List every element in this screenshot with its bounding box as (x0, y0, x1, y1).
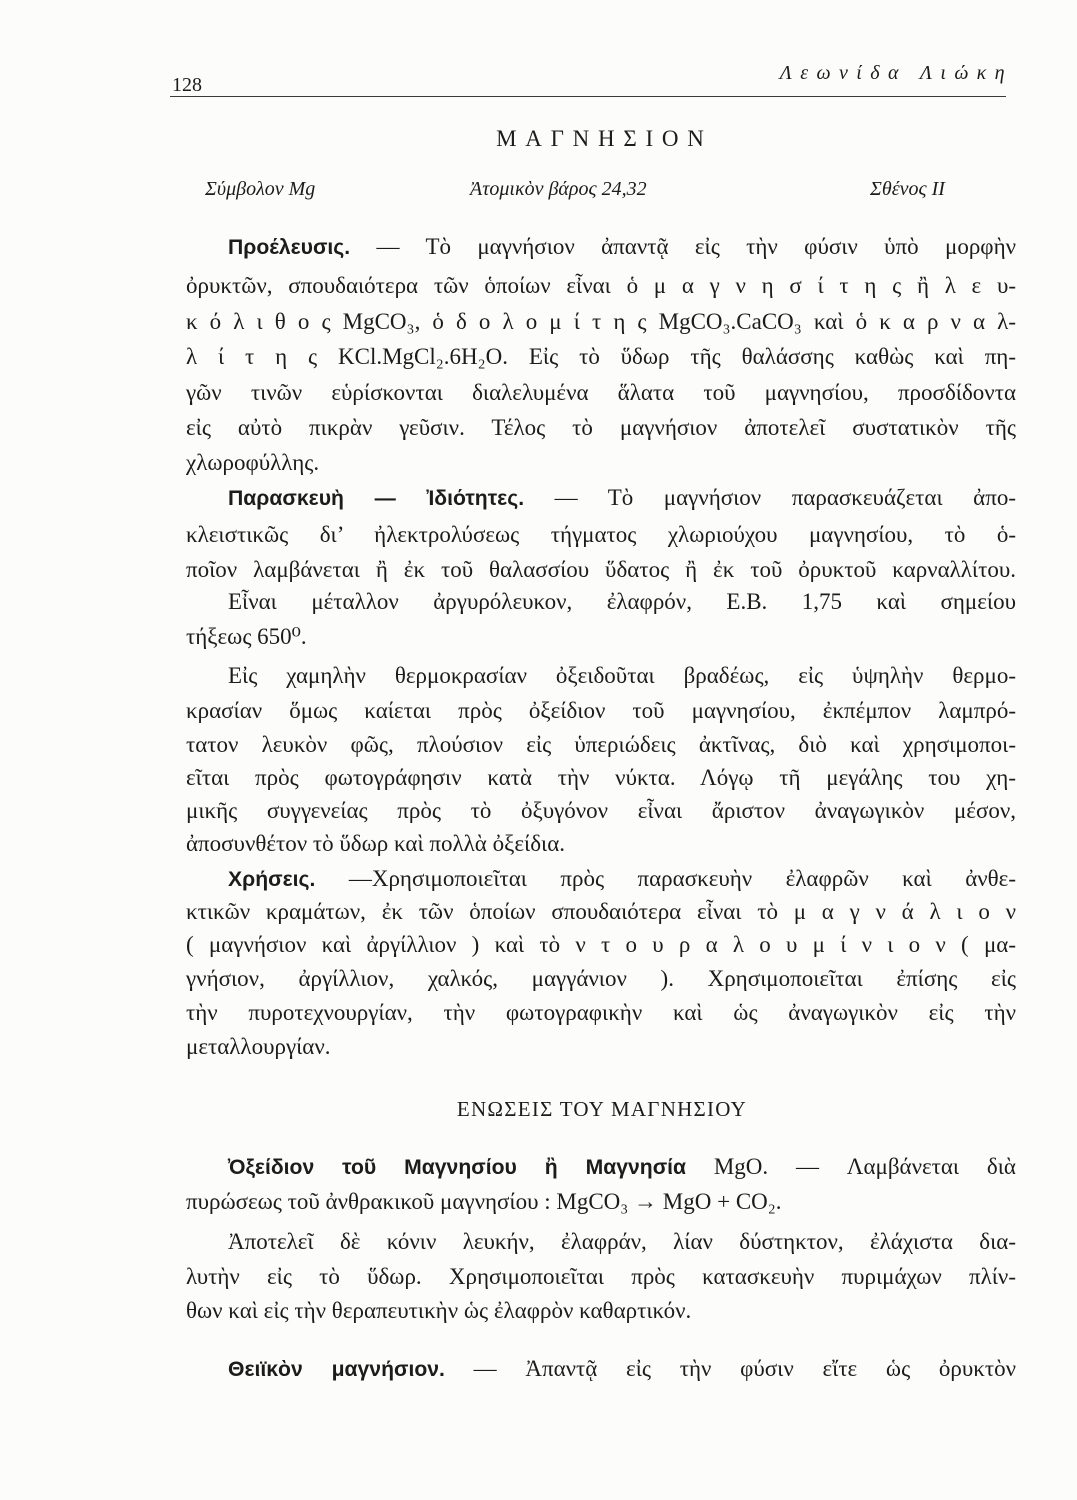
line-text: —Χρησιμοποιεῖται πρὸς παρασκευὴν ἐλαφρῶν καὶ ἀνθε- (348, 866, 1016, 891)
text-line: κρασίαν ὅμως καίεται πρὸς ὀξείδιον τοῦ μαγνησίου, ἐκπέμπον λαμπρό- (186, 698, 1016, 723)
text-line: χλωροφύλλης. (186, 450, 320, 475)
line-text: MgO. — Λαμβάνεται διὰ (713, 1154, 1016, 1179)
text-line (186, 1352, 1016, 1387)
valence-label: Σθένος II (870, 178, 945, 200)
run-in-heading: Ὀξείδιον τοῦ Μαγνησίου ἢ Μαγνησία (228, 1156, 687, 1179)
text-line: ποῖον λαμβάνεται ἢ ἐκ τοῦ θαλασσίου ὕδατος ἢ ἐκ τοῦ ὀρυκτοῦ καρναλλίτου. (186, 557, 1016, 582)
text-line: εἰς αὐτὸ πικρὰν γεῦσιν. Τέλος τὸ μαγνήσιον ἀποτελεῖ συστατικὸν τῆς (186, 415, 1016, 440)
text-line: τατον λευκὸν φῶς, πλούσιον εἰς ὑπεριώδεις ἀκτῖνας, διὸ καὶ χρησιμοποι- (186, 732, 1016, 757)
line-text: — Ἀπαντᾷ εἰς τὴν φύσιν εἴτε ὡς ὀρυκτὸν (473, 1356, 1016, 1381)
text-line: τὴν πυροτεχνουργίαν, τὴν φωτογραφικὴν καὶ ὡς ἀναγωγικὸν εἰς τὴν (186, 1000, 1016, 1025)
text-line: μικῆς συγγενείας πρὸς τὸ ὀξυγόνον εἶναι ἄριστον ἀναγωγικὸν μέσον, (186, 798, 1016, 823)
text-line: κλειστικῶς δι’ ἠλεκτρολύσεως τήγματος χλωριούχου μαγνησίου, τὸ ὁ- (186, 522, 1016, 547)
text-line (186, 481, 1016, 516)
text-line: λ ί τ η ς KCl.MgCl₂.6H₂O. Εἰς τὸ ὕδωρ τῆς θαλάσσης καθὼς καὶ πη- (186, 344, 1016, 369)
chapter-title: ΜΑΓΝΗΣΙΟΝ (496, 126, 713, 151)
run-in-heading: Θειϊκὸν μαγνήσιον. (228, 1358, 445, 1381)
text-line (186, 862, 1016, 897)
text-line: ἀποσυνθέτον τὸ ὕδωρ καὶ πολλὰ ὀξείδια. (186, 831, 566, 856)
text-line: πυρώσεως τοῦ ἀνθρακικοῦ μαγνησίου : MgCO₃ → MgO + CO₂. (186, 1189, 782, 1214)
text-line: εῖται πρὸς φωτογράφησιν κατὰ τὴν νύκτα. Λόγῳ τῆ μεγάλης του χη- (186, 765, 1016, 790)
page-number: 128 (172, 74, 202, 96)
text-line: τήξεως 650⁰. (186, 624, 307, 649)
text-line: κτικῶν κραμάτων, ἐκ τῶν ὁποίων σπουδαιότερα εἶναι τὸ μ α γ ν ά λ ι ο ν (186, 899, 1016, 924)
atomic-weight-label: Ἀτομικὸν βάρος 24,32 (470, 178, 647, 200)
text-line: λυτὴν εἰς τὸ ὕδωρ. Χρησιμοποιεῖται πρὸς κατασκευὴν πυριμάχων πλίν- (186, 1264, 1016, 1289)
run-in-heading: Χρήσεις. (228, 868, 316, 891)
text-line (186, 1150, 1016, 1185)
text-line: Εἰς χαμηλὴν θερμοκρασίαν ὀξειδοῦται βραδέως, εἰς ὑψηλὴν θερμο- (228, 663, 1016, 688)
text-line: ὀρυκτῶν, σπουδαιότερα τῶν ὁποίων εἶναι ὁ μ α γ ν η σ ί τ η ς ἢ λ ε υ- (186, 273, 1016, 298)
text-line (186, 230, 1016, 265)
text-line: κ ό λ ι θ ο ς MgCO₃, ὁ δ ο λ ο μ ί τ η ς MgCO₃.CaCO₃ καὶ ὁ κ α ρ ν α λ- (186, 309, 1016, 334)
text-line: ( μαγνήσιον καὶ ἀργίλλιον ) καὶ τὸ ν τ ο υ ρ α λ ο υ μ ί ν ι ο ν ( μα- (186, 932, 1016, 957)
line-text: — Τὸ μαγνήσιον ἀπαντᾷ εἰς τὴν φύσιν ὑπὸ μορφὴν (376, 234, 1017, 259)
text-line: Εἶναι μέταλλον ἀργυρόλευκον, ἐλαφρόν, Ε.Β. 1,75 καὶ σημείου (228, 589, 1016, 614)
text-line: γῶν τινῶν εὑρίσκονται διαλελυμένα ἅλατα τοῦ μαγνησίου, προσδίδοντα (186, 380, 1016, 405)
header-rule (170, 96, 1006, 97)
run-in-heading: Παρασκευὴ — Ἰδιότητες. (228, 487, 525, 510)
section-heading: ΕΝΩΣΕΙΣ ΤΟΥ ΜΑΓΝΗΣΙΟΥ (456, 1097, 748, 1121)
text-line: θων καὶ εἰς τὴν θεραπευτικὴν ὡς ἐλαφρὸν καθαρτικόν. (186, 1298, 692, 1323)
text-line: μεταλλουργίαν. (186, 1034, 331, 1059)
running-head: Λεωνίδα Λιώκη (779, 62, 1013, 84)
text-line: Ἀποτελεῖ δὲ κόνιν λευκήν, ἐλαφράν, λίαν δύστηκτον, ἐλάχιστα δια- (228, 1229, 1016, 1254)
text-line: γνήσιον, ἀργίλλιον, χαλκός, μαγγάνιον ). Χρησιμοποιεῖται ἐπίσης εἰς (186, 966, 1016, 991)
line-text: — Τὸ μαγνήσιον παρασκευάζεται ἀπο- (554, 485, 1016, 510)
symbol-label: Σύμβολον Mg (205, 178, 316, 200)
run-in-heading: Προέλευσις. (228, 236, 351, 259)
